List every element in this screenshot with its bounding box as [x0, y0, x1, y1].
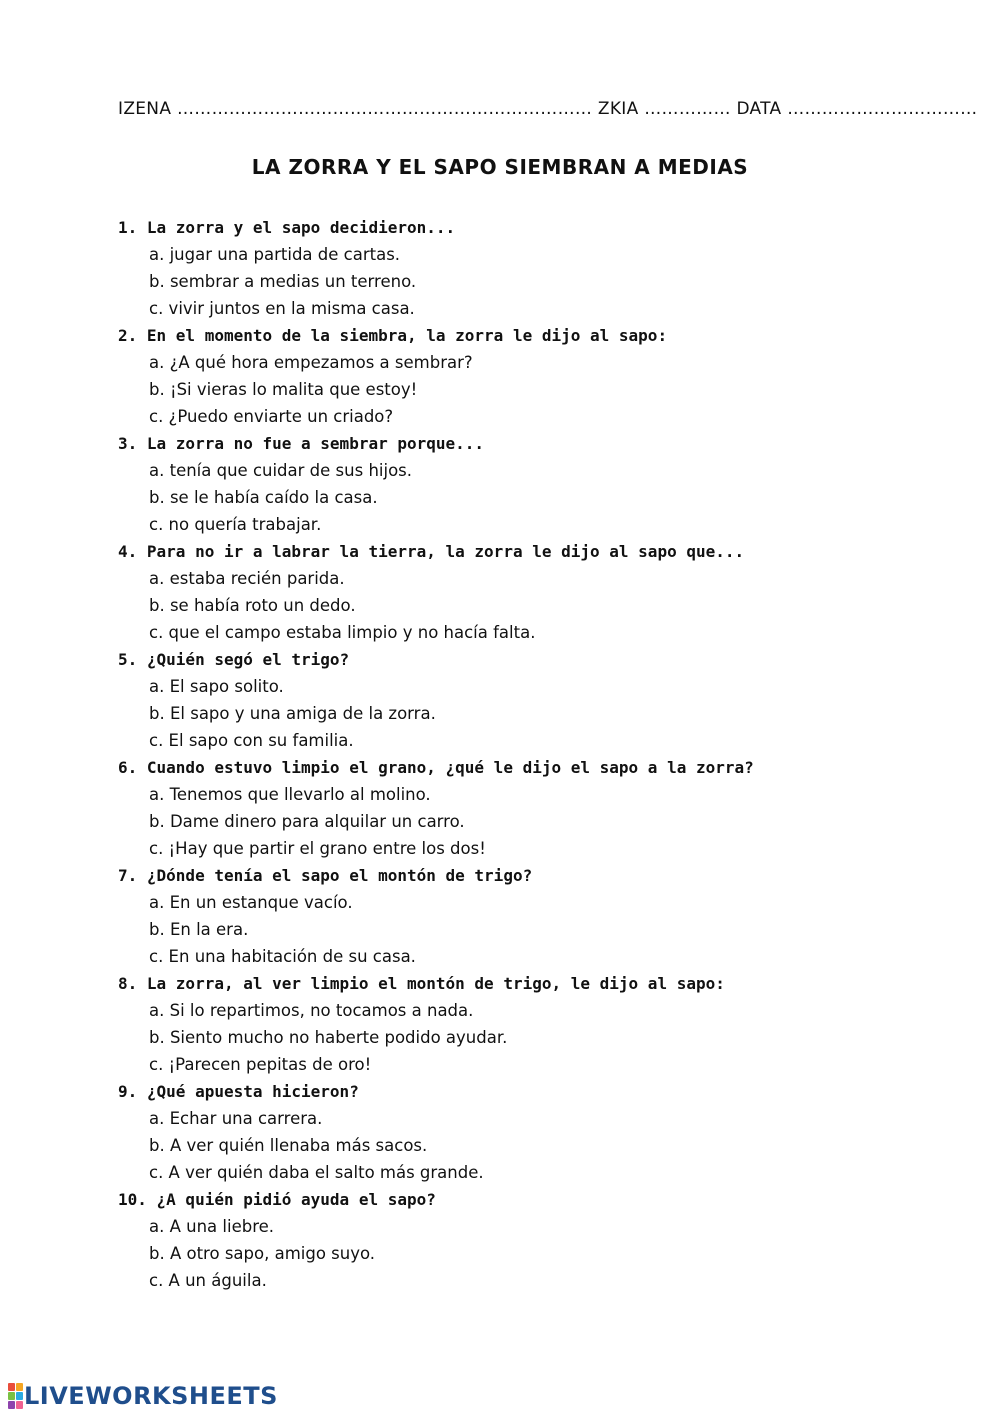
- option-c[interactable]: c. no quería trabajar.: [149, 515, 322, 534]
- question-list: [118, 214, 948, 1294]
- name-field: ………………………………………………………………: [176, 99, 593, 119]
- question-6: [118, 754, 948, 862]
- class-field: ……………: [644, 99, 731, 119]
- option-b[interactable]: b. A otro sapo, amigo suyo.: [149, 1244, 376, 1263]
- question-text: 8. La zorra, al ver limpio el montón de trigo, le dijo al sapo:: [118, 974, 725, 993]
- date-label: DATA: [736, 99, 782, 119]
- question-1: [118, 214, 948, 322]
- option-a[interactable]: a. El sapo solito.: [149, 677, 284, 696]
- option-b[interactable]: b. El sapo y una amiga de la zorra.: [149, 704, 436, 723]
- option-a[interactable]: a. Echar una carrera.: [149, 1109, 323, 1128]
- question-text: 4. Para no ir a labrar la tierra, la zorra le dijo al sapo que...: [118, 542, 745, 561]
- question-9: [118, 1078, 948, 1186]
- question-text: 7. ¿Dónde tenía el sapo el montón de trigo?: [118, 866, 533, 885]
- question-2: [118, 322, 948, 430]
- logo-block: [16, 1383, 23, 1391]
- option-a[interactable]: a. ¿A qué hora empezamos a sembrar?: [149, 353, 473, 372]
- option-c[interactable]: c. En una habitación de su casa.: [149, 947, 416, 966]
- option-b[interactable]: b. Siento mucho no haberte podido ayudar.: [149, 1028, 508, 1047]
- question-text: 2. En el momento de la siembra, la zorra le dijo al sapo:: [118, 326, 668, 345]
- logo-block: [8, 1392, 15, 1400]
- class-label: ZKIA: [597, 99, 639, 119]
- worksheet-title: LA ZORRA Y EL SAPO SIEMBRAN A MEDIAS: [251, 155, 749, 179]
- logo-block: [8, 1383, 15, 1391]
- option-c[interactable]: c. ¡Hay que partir el grano entre los dos!: [149, 839, 486, 858]
- question-text: 5. ¿Quién segó el trigo?: [118, 650, 350, 669]
- option-c[interactable]: c. ¡Parecen pepitas de oro!: [149, 1055, 372, 1074]
- logo-block: [16, 1401, 23, 1409]
- question-10: [118, 1186, 948, 1294]
- question-text: 9. ¿Qué apuesta hicieron?: [118, 1082, 359, 1101]
- option-b[interactable]: b. Dame dinero para alquilar un carro.: [149, 812, 465, 831]
- date-field: ……………………………: [787, 99, 978, 119]
- option-b[interactable]: b. se había roto un dedo.: [149, 596, 356, 615]
- option-b[interactable]: b. sembrar a medias un terreno.: [149, 272, 417, 291]
- logo-text: LIVEWORKSHEETS: [24, 1382, 278, 1410]
- option-a[interactable]: a. En un estanque vacío.: [149, 893, 353, 912]
- logo-blocks-icon: [8, 1383, 22, 1409]
- question-text: 6. Cuando estuvo limpio el grano, ¿qué le dijo el sapo a la zorra?: [118, 758, 754, 777]
- option-b[interactable]: b. A ver quién llenaba más sacos.: [149, 1136, 428, 1155]
- option-a[interactable]: a. Tenemos que llevarlo al molino.: [149, 785, 431, 804]
- question-text: 10. ¿A quién pidió ayuda el sapo?: [118, 1190, 436, 1209]
- option-a[interactable]: a. Si lo repartimos, no tocamos a nada.: [149, 1001, 474, 1020]
- logo-block: [8, 1401, 15, 1409]
- student-info-header: [118, 99, 978, 119]
- question-5: [118, 646, 948, 754]
- option-b[interactable]: b. se le había caído la casa.: [149, 488, 378, 507]
- option-a[interactable]: a. A una liebre.: [149, 1217, 275, 1236]
- option-b[interactable]: b. En la era.: [149, 920, 249, 939]
- question-text: 3. La zorra no fue a sembrar porque...: [118, 434, 485, 453]
- question-text: 1. La zorra y el sapo decidieron...: [118, 218, 456, 237]
- option-c[interactable]: c. El sapo con su familia.: [149, 731, 354, 750]
- option-c[interactable]: c. vivir juntos en la misma casa.: [149, 299, 415, 318]
- question-4: [118, 538, 948, 646]
- liveworksheets-logo: [8, 1381, 278, 1411]
- option-c[interactable]: c. A un águila.: [149, 1271, 267, 1290]
- option-a[interactable]: a. estaba recién parida.: [149, 569, 345, 588]
- option-c[interactable]: c. que el campo estaba limpio y no hacía falta.: [149, 623, 536, 642]
- option-c[interactable]: c. ¿Puedo enviarte un criado?: [149, 407, 394, 426]
- option-c[interactable]: c. A ver quién daba el salto más grande.: [149, 1163, 484, 1182]
- option-a[interactable]: a. tenía que cuidar de sus hijos.: [149, 461, 413, 480]
- question-7: [118, 862, 948, 970]
- logo-block: [16, 1392, 23, 1400]
- option-b[interactable]: b. ¡Si vieras lo malita que estoy!: [149, 380, 418, 399]
- name-label: IZENA: [118, 99, 172, 119]
- question-8: [118, 970, 948, 1078]
- option-a[interactable]: a. jugar una partida de cartas.: [149, 245, 401, 264]
- question-3: [118, 430, 948, 538]
